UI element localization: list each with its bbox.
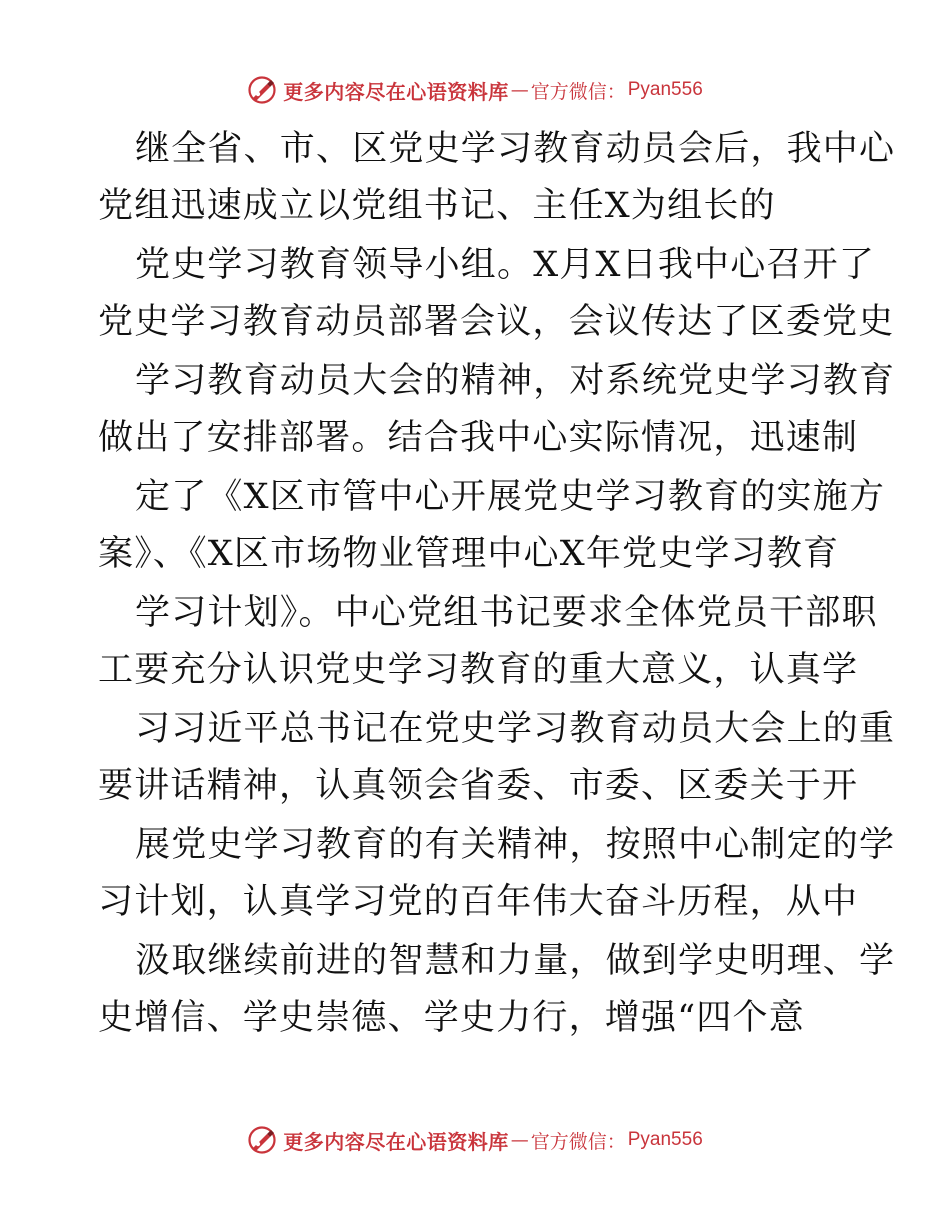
footer-watermark-separator: — <box>510 1129 529 1151</box>
body-line: 汲取继续前进的智慧和力量，做到学史明理、学 <box>135 941 896 981</box>
body-line: 习习近平总书记在党史学习教育动员大会上的重 <box>135 709 896 749</box>
pen-in-circle-icon <box>247 75 277 105</box>
footer-watermark-id: Pyan556 <box>627 1129 703 1150</box>
pen-in-circle-icon <box>247 1125 277 1155</box>
body-line: 要讲话精神，认真领会省委、市委、区委关于开 <box>98 766 859 806</box>
body-line: 继全省、市、区党史学习教育动员会后，我中心 <box>135 129 896 169</box>
body-line: 学习计划》。中心党组书记要求全体党员干部职 <box>135 593 878 633</box>
body-line: 学习教育动员大会的精神，对系统党史学习教育 <box>135 361 896 401</box>
body-line: 展党史学习教育的有关精神，按照中心制定的学 <box>135 825 896 865</box>
body-line: 习计划，认真学习党的百年伟大奋斗历程，从中 <box>98 882 859 922</box>
footer-watermark <box>0 1122 950 1158</box>
footer-watermark-label: 官方微信： <box>530 1130 626 1153</box>
header-watermark-separator: — <box>510 79 529 101</box>
body-line: 党史学习教育动员部署会议，会议传达了区委党史 <box>98 302 895 342</box>
header-watermark <box>0 72 950 108</box>
body-line: 党组迅速成立以党组书记、主任X为组长的 <box>98 186 776 226</box>
body-line: 工要充分认识党史学习教育的重大意义，认真学 <box>98 650 859 690</box>
body-line: 党史学习教育领导小组。X月X日我中心召开了 <box>135 245 876 285</box>
header-watermark-id: Pyan556 <box>627 79 703 100</box>
header-watermark-label: 官方微信： <box>530 80 626 103</box>
body-line: 定了《X区市管中心开展党史学习教育的实施方 <box>135 477 886 517</box>
body-line: 史增信、学史崇德、学史力行，增强“四个意 <box>98 998 805 1038</box>
header-watermark-text: 更多内容尽在心语资料库 <box>283 79 509 104</box>
body-line: 做出了安排部署。结合我中心实际情况，迅速制 <box>98 418 859 458</box>
body-line: 案》、《X区市场物业管理中心X年党史学习教育 <box>98 534 840 574</box>
footer-watermark-text: 更多内容尽在心语资料库 <box>283 1129 509 1154</box>
